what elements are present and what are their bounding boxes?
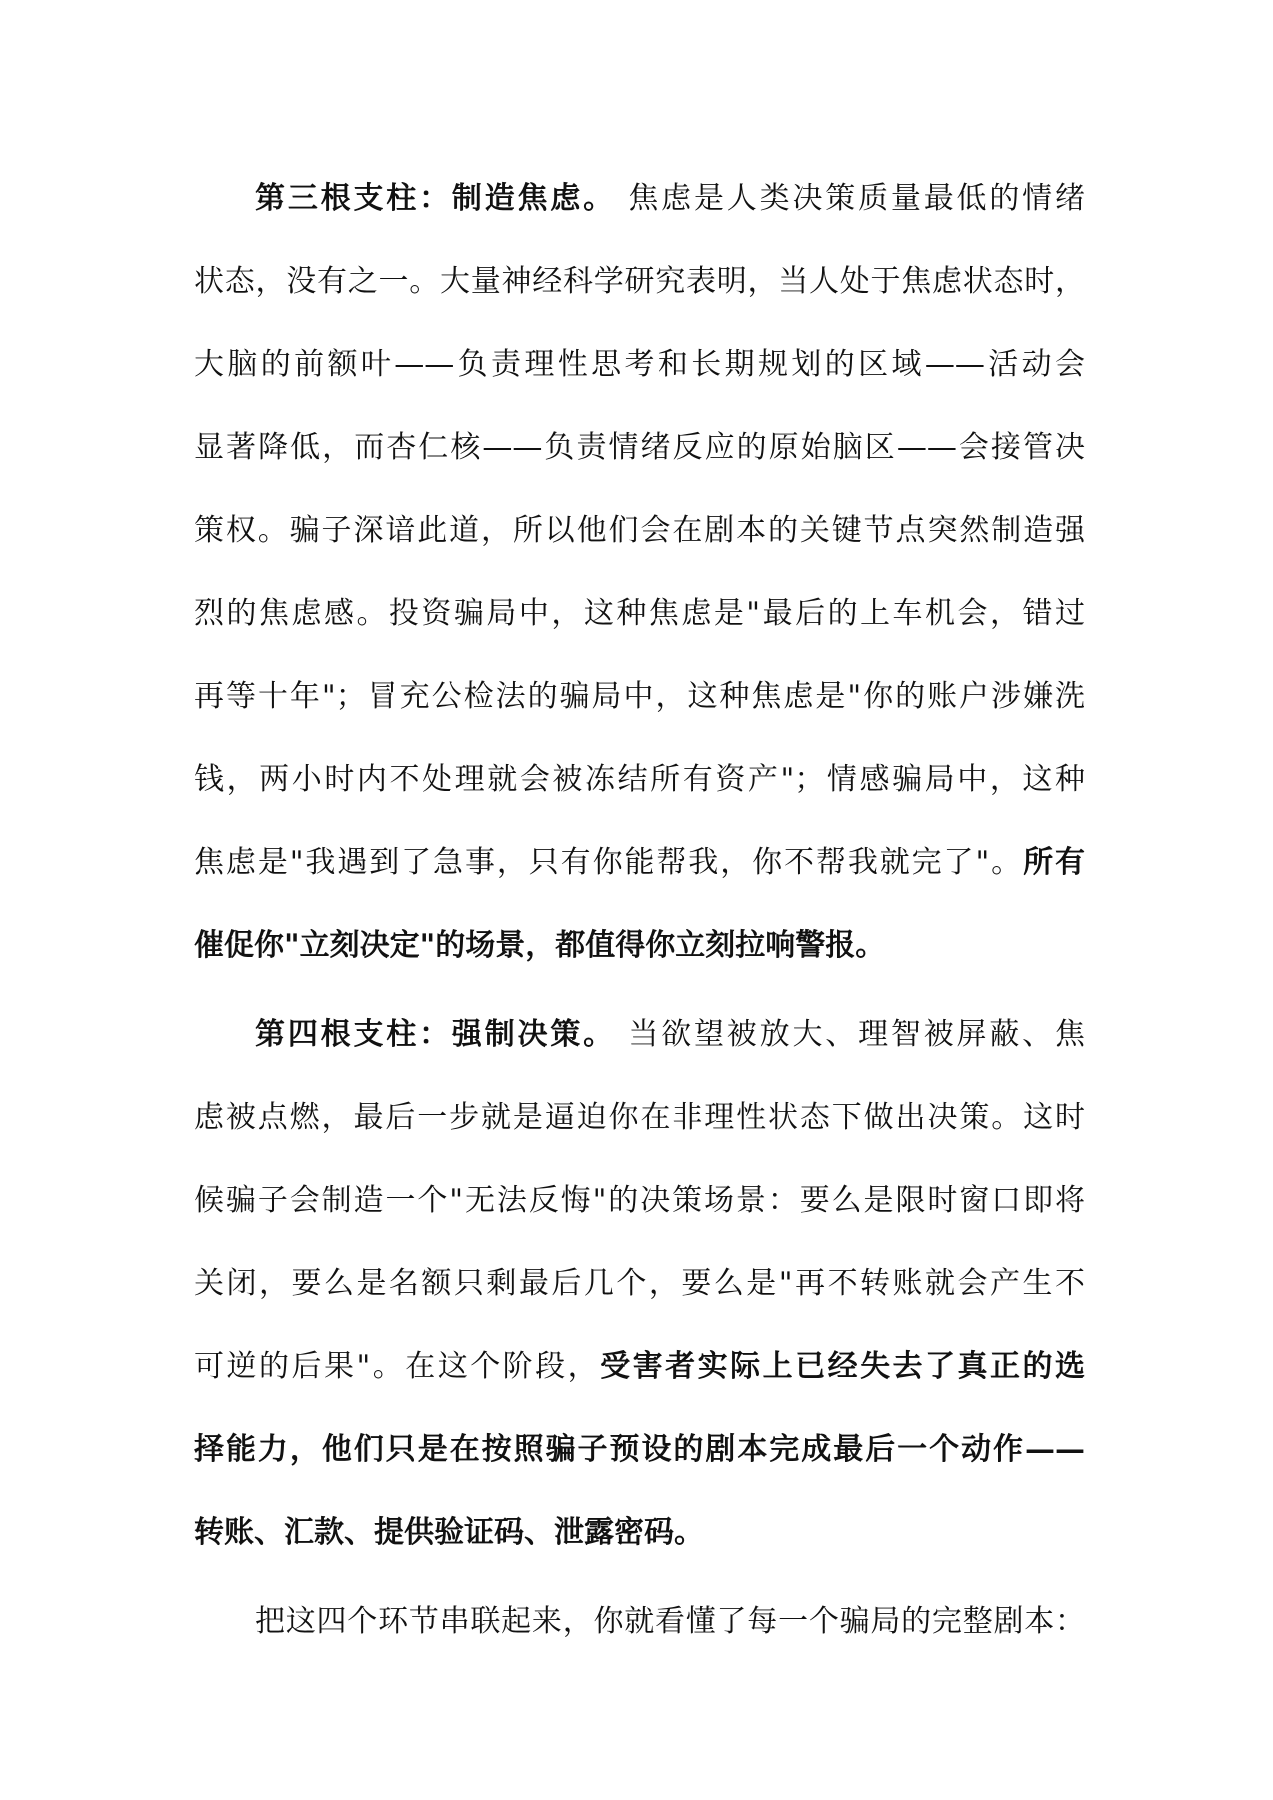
- text-line: [194, 572, 1085, 655]
- body-text: 再等十年"；冒充公检法的骗局中，这种焦虑是"你的账户涉嫌洗: [194, 679, 1085, 714]
- text-line: [194, 1491, 1085, 1574]
- paragraph: [194, 1580, 1085, 1663]
- text-line: [194, 1580, 1085, 1663]
- body-text: 大脑的前额叶——负责理性思考和长期规划的区域——活动会: [194, 347, 1085, 382]
- text-line: [194, 904, 1085, 987]
- text-line: [194, 1408, 1085, 1491]
- text-line: [194, 1159, 1085, 1242]
- paragraph: [194, 157, 1085, 987]
- text-line: [194, 738, 1085, 821]
- body-text: 烈的焦虑感。投资骗局中，这种焦虑是"最后的上车机会，错过: [194, 596, 1085, 631]
- bold-text: 受害者实际上已经失去了真正的选: [600, 1349, 1085, 1384]
- text-line: [194, 489, 1085, 572]
- body-text: 虑被点燃，最后一步就是逼迫你在非理性状态下做出决策。这时: [194, 1100, 1085, 1135]
- body-text: 钱，两小时内不处理就会被冻结所有资产"；情感骗局中，这种: [194, 762, 1085, 797]
- body-text: 关闭，要么是名额只剩最后几个，要么是"再不转账就会产生不: [194, 1266, 1085, 1301]
- text-line: [194, 406, 1085, 489]
- body-text: 焦虑是人类决策质量最低的情绪: [616, 181, 1085, 216]
- text-line: [194, 1242, 1085, 1325]
- text-line: [194, 993, 1085, 1076]
- text-line: [194, 821, 1085, 904]
- text-line: [194, 240, 1085, 323]
- text-line: [194, 1076, 1085, 1159]
- text-line: [194, 157, 1085, 240]
- bold-text: 转账、汇款、提供验证码、泄露密码。: [194, 1515, 704, 1550]
- bold-text: 所有: [1023, 845, 1085, 880]
- body-text: 把这四个环节串联起来，你就看懂了每一个骗局的完整剧本：: [255, 1604, 1085, 1639]
- bold-text: 择能力，他们只是在按照骗子预设的剧本完成最后一个动作——: [194, 1432, 1085, 1467]
- document-body: [194, 157, 1085, 1663]
- text-line: [194, 323, 1085, 406]
- body-text: 状态，没有之一。大量神经科学研究表明，当人处于焦虑状态时，: [194, 264, 1085, 299]
- bold-text: 第四根支柱：强制决策。: [255, 1017, 616, 1052]
- body-text: 当欲望被放大、理智被屏蔽、焦: [616, 1017, 1085, 1052]
- paragraph: [194, 993, 1085, 1574]
- bold-text: 催促你"立刻决定"的场景，都值得你立刻拉响警报。: [194, 928, 886, 963]
- body-text: 显著降低，而杏仁核——负责情绪反应的原始脑区——会接管决: [194, 430, 1085, 465]
- bold-text: 第三根支柱：制造焦虑。: [255, 181, 616, 216]
- body-text: 焦虑是"我遇到了急事，只有你能帮我，你不帮我就完了"。: [194, 845, 1024, 880]
- text-line: [194, 1325, 1085, 1408]
- text-line: [194, 655, 1085, 738]
- body-text: 策权。骗子深谙此道，所以他们会在剧本的关键节点突然制造强: [194, 513, 1085, 548]
- body-text: 候骗子会制造一个"无法反悔"的决策场景：要么是限时窗口即将: [194, 1183, 1085, 1218]
- body-text: 可逆的后果"。在这个阶段，: [194, 1349, 601, 1384]
